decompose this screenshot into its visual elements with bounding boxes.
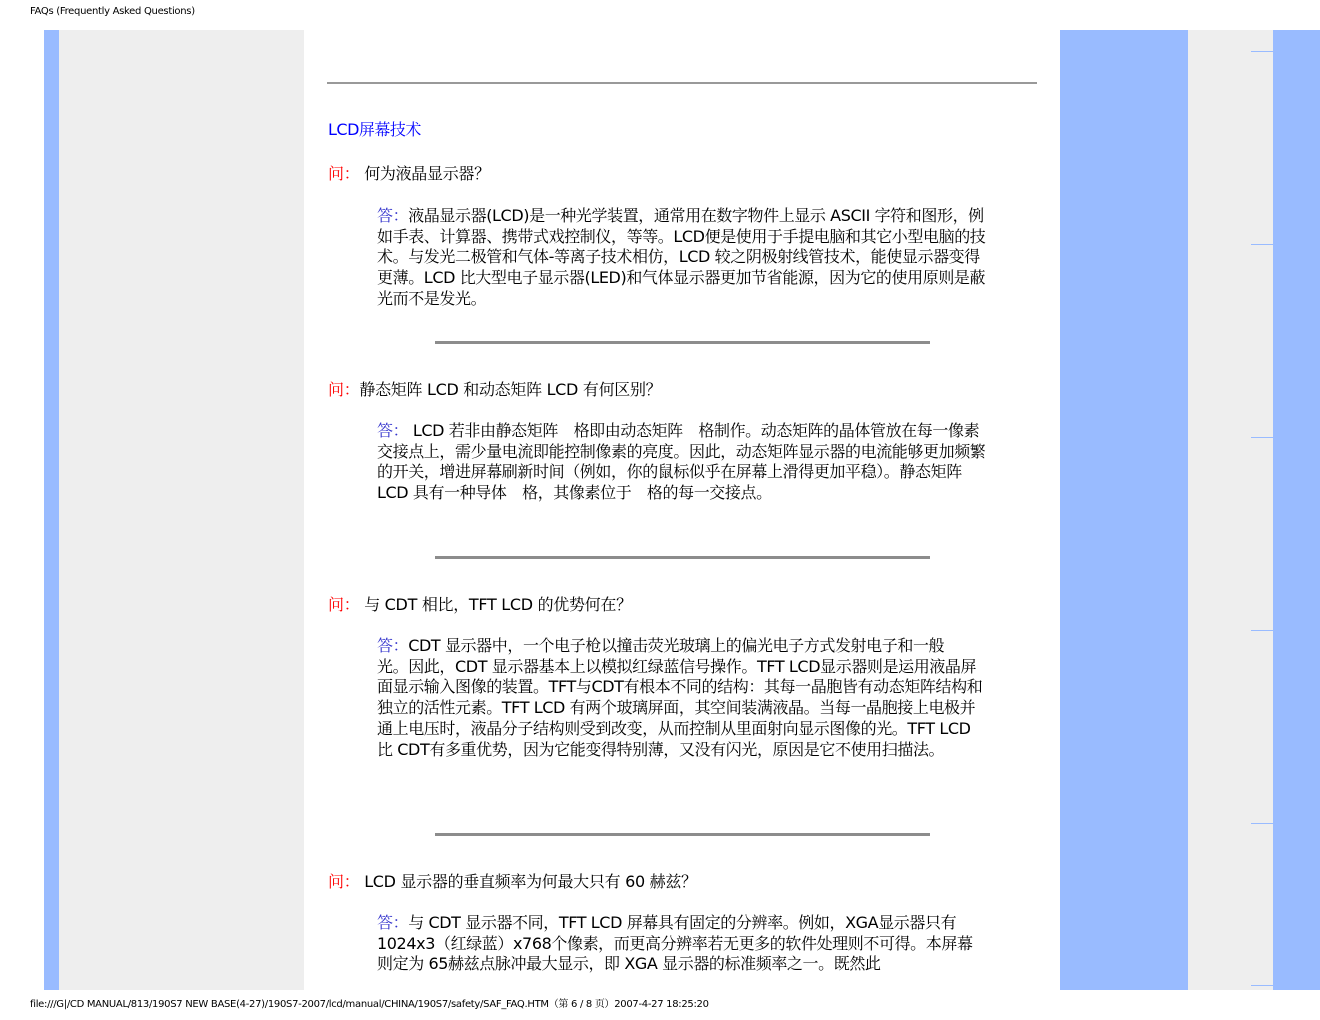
faq-question-3	[328, 592, 632, 615]
footer-file-path: file:///G|/CD MANUAL/813/190S7 NEW BASE(4-27)/190S7-2007/lcd/manual/CHINA/190S7/safety/SAF_FAQ.HTM（第 6 / 8 页）2007-4-27 18:25:20	[30, 999, 709, 1010]
section-divider	[435, 833, 930, 836]
right-sidebar-gray-band	[1188, 30, 1273, 990]
faq-question-4	[328, 869, 697, 892]
answer-label: 答：	[377, 206, 409, 225]
faq-question-2	[328, 377, 661, 400]
left-sidebar-blue-band	[44, 30, 59, 990]
sidebar-divider-tick	[1251, 244, 1273, 245]
answer-text: 与 CDT 显示器不同，TFT LCD 屏幕具有固定的分辨率。例如，XGA显示器只有1024x3（红绿蓝）x768个像素，而更高分辨率若无更多的软件处理则不可得。本屏幕则定为 65赫兹点脉冲最大显示，即 XGA 显示器的标准频率之一。既然此	[377, 913, 973, 974]
question-label: 问：	[328, 164, 360, 183]
faq-answer-4	[377, 913, 987, 977]
question-label: 问：	[328, 595, 360, 614]
faq-answer-1	[377, 206, 987, 310]
question-text: 与 CDT 相比，TFT LCD 的优势何在？	[359, 595, 632, 614]
section-divider	[435, 556, 930, 559]
section-title: LCD屏幕技术	[328, 120, 421, 139]
top-horizontal-rule	[327, 82, 1037, 84]
question-label: 问：	[328, 380, 360, 399]
faq-answer-2	[377, 421, 987, 504]
question-text: 何为液晶显示器？	[359, 164, 490, 183]
sidebar-divider-tick	[1251, 51, 1273, 52]
answer-text: 光。因此，CDT 显示器基本上以模拟红绿蓝信号操作。TFT LCD显示器则是运用液晶屏面显示输入图像的装置。TFT与CDT有根本不同的结构：其每一晶胞皆有动态矩阵结构和独立的活性元素。TFT LCD 有两个玻璃屏面，其空间装满液晶。当每一晶胞接上电极并通上电压时，液晶分子结构则受到改变，从而控制从里面射向显示图像的光。TFT LCD 比 CDT有多重优势，因为它能变得特别薄，又没有闪光，原因是它不使用扫描法。	[377, 656, 983, 759]
answer-text-line1: CDT 显示器中，一个电子枪以撞击荧光玻璃上的偏光电子方式发射电子和一般	[408, 636, 945, 655]
question-text: LCD 显示器的垂直频率为何最大只有 60 赫兹？	[359, 872, 697, 891]
answer-text: LCD 若非由静态矩阵 格即由动态矩阵 格制作。动态矩阵的晶体管放在每一像素交接点上，需少量电流即能控制像素的亮度。因此，动态矩阵显示器的电流能够更加频繁的开关，增进屏幕刷新时间（例如，你的鼠标似乎在屏幕上滑得更加平稳）。静态矩阵 LCD 具有一种导体 格，其像素位于 格的每一交接点。	[377, 421, 986, 503]
answer-label: 答：	[377, 913, 409, 932]
page-header-title: FAQs (Frequently Asked Questions)	[30, 6, 195, 17]
sidebar-divider-tick	[1251, 437, 1273, 438]
sidebar-divider-tick	[1251, 630, 1273, 631]
faq-answer-3	[377, 636, 987, 760]
section-divider	[435, 341, 930, 344]
left-sidebar-gray-band	[59, 30, 304, 990]
right-sidebar-blue-band	[1060, 30, 1188, 990]
right-sidebar-outer-blue-band	[1273, 30, 1320, 990]
sidebar-divider-tick	[1251, 823, 1273, 824]
question-text: 静态矩阵 LCD 和动态矩阵 LCD 有何区别？	[359, 380, 662, 399]
answer-text: 液晶显示器(LCD)是一种光学装置，通常用在数字物件上显示 ASCII 字符和图形，例如手表、计算器、携带式戏控制仪，等等。LCD便是使用于手提电脑和其它小型电脑的技术。与发光二极管和气体-等离子技术相仿，LCD 较之阴极射线管技术，能使显示器变得更薄。LCD 比大型电子显示器(LED)和气体显示器更加节省能源，因为它的使用原则是蔽光而不是发光。	[377, 206, 986, 308]
faq-question-1	[328, 161, 490, 184]
answer-label: 答：	[377, 636, 409, 655]
sidebar-divider-tick	[1251, 985, 1273, 986]
question-label: 问：	[328, 872, 360, 891]
answer-label: 答：	[377, 421, 409, 440]
